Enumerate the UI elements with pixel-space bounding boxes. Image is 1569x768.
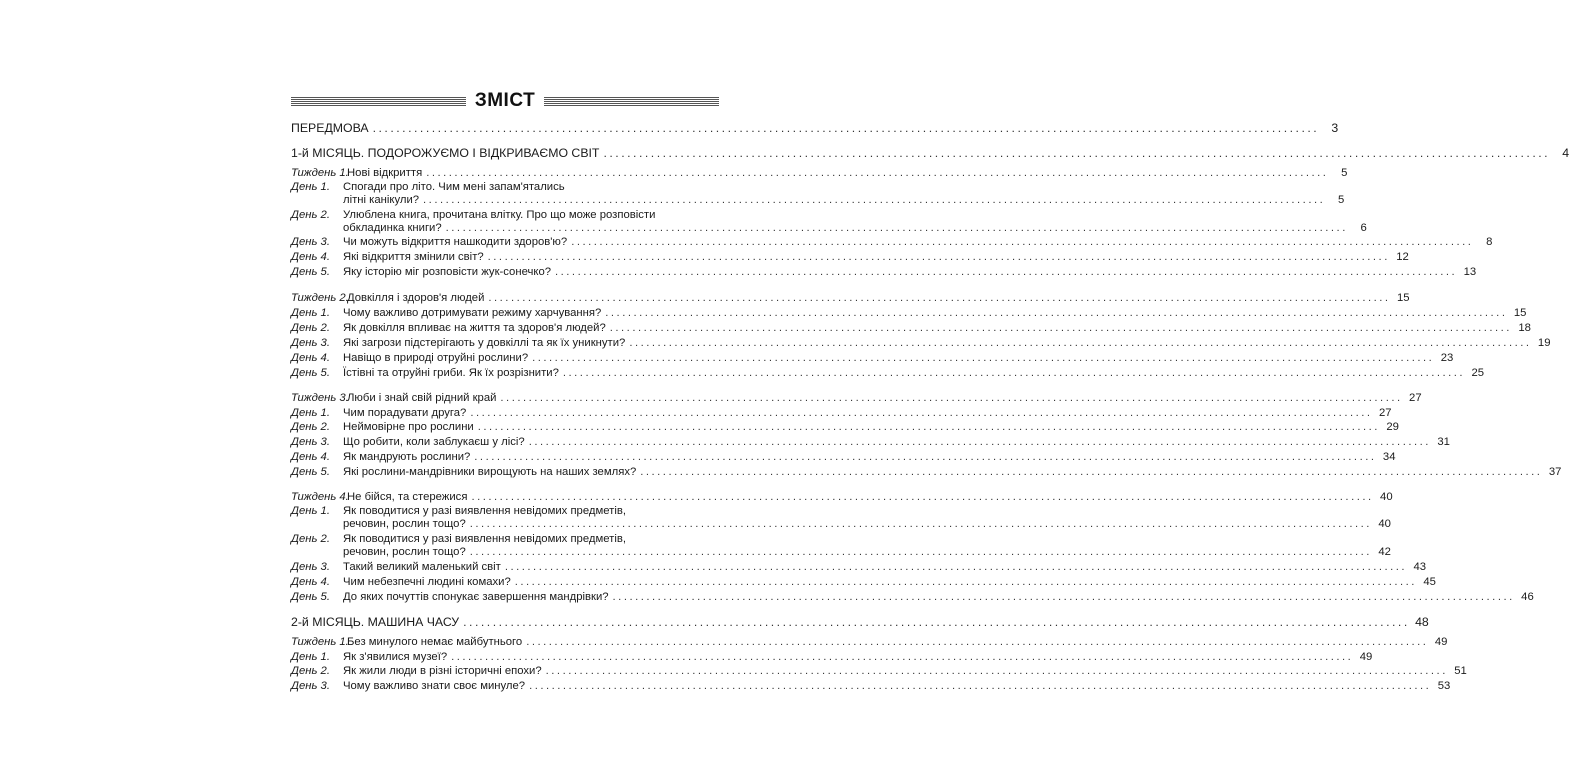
dot-leader: ................................................................................................................................................................ bbox=[562, 367, 1466, 379]
dot-leader: ................................................................................................................................................................ bbox=[629, 337, 1532, 349]
dot-leader: ................................................................................................................................................................ bbox=[545, 665, 1448, 677]
page-number: 46 bbox=[1521, 591, 1534, 603]
entry-title: Такий великий маленький світ bbox=[343, 561, 501, 573]
left-stripe-divider bbox=[291, 97, 466, 106]
entry-title: 1-й МІСЯЦЬ. ПОДОРОЖУЄМО І ВІДКРИВАЄМО СВІТ bbox=[291, 146, 600, 160]
page-number: 42 bbox=[1378, 545, 1391, 558]
dot-leader: ................................................................................................................................................................ bbox=[372, 121, 1320, 135]
page-number: 29 bbox=[1386, 421, 1399, 433]
page-number: 19 bbox=[1537, 337, 1551, 349]
day-label: День 3. bbox=[291, 436, 330, 448]
page-number: 40 bbox=[1378, 517, 1391, 530]
dot-leader: ................................................................................................................................................................ bbox=[487, 251, 1390, 263]
page-number: 12 bbox=[1396, 251, 1409, 263]
dot-leader: ................................................................................................................................................................ bbox=[477, 421, 1380, 433]
entry-title: Чим порадувати друга? bbox=[343, 407, 467, 419]
entry-title: Люби і знай свій рідний край bbox=[347, 392, 497, 404]
dot-leader: ................................................................................................................................................................ bbox=[555, 266, 1458, 278]
page-number: 34 bbox=[1382, 451, 1396, 463]
dot-leader: ................................................................................................................................................................ bbox=[571, 236, 1474, 248]
entry-title: Чи можуть відкриття нашкодити здоров'ю? bbox=[343, 236, 568, 248]
page-number: 49 bbox=[1359, 651, 1373, 663]
week-label: Тиждень 4. bbox=[291, 491, 349, 503]
entry-title: речовин, рослин тощо? bbox=[343, 545, 466, 558]
dot-leader: ................................................................................................................................................................ bbox=[612, 591, 1515, 603]
entry-title: Які рослини-мандрівники вирощують на наших землях? bbox=[343, 466, 637, 478]
page-number: 40 bbox=[1380, 491, 1393, 503]
entry-title: Як мандрують рослини? bbox=[343, 451, 471, 463]
dot-leader: ................................................................................................................................................................ bbox=[500, 392, 1403, 404]
dot-leader: ................................................................................................................................................................ bbox=[469, 517, 1372, 530]
toc-header bbox=[291, 86, 719, 116]
page-number: 5 bbox=[1337, 193, 1345, 206]
day-label: День 2. bbox=[291, 533, 330, 545]
entry-title: обкладинка книги? bbox=[343, 221, 442, 234]
entry-title: Чому важливо дотримувати режиму харчування? bbox=[343, 307, 602, 319]
day-label: День 1. bbox=[291, 651, 330, 663]
entry-title: Чому важливо знати своє минуле? bbox=[343, 680, 526, 692]
entry-title: Без минулого немає майбутнього bbox=[347, 636, 523, 648]
right-stripe-divider bbox=[544, 97, 719, 106]
dot-leader: ................................................................................................................................................................ bbox=[529, 680, 1432, 692]
page-number: 51 bbox=[1454, 665, 1467, 677]
page-number: 15 bbox=[1513, 307, 1527, 319]
day-label: День 1. bbox=[291, 407, 330, 419]
dot-leader: ................................................................................................................................................................ bbox=[471, 491, 1374, 503]
entry-title: Неймовірне про рослини bbox=[343, 421, 474, 433]
dot-leader: ................................................................................................................................................................ bbox=[514, 576, 1417, 588]
page-number: 6 bbox=[1360, 221, 1367, 234]
page-title: ЗМІСТ bbox=[474, 90, 536, 111]
entry-title: Не бійся, та стережися bbox=[347, 491, 468, 503]
dot-leader: ................................................................................................................................................................ bbox=[526, 636, 1429, 648]
dot-leader: ................................................................................................................................................................ bbox=[470, 407, 1373, 419]
entry-title: Нові відкриття bbox=[347, 167, 423, 179]
day-label: День 2. bbox=[291, 421, 330, 433]
page-number: 49 bbox=[1434, 636, 1448, 648]
day-label: День 3. bbox=[291, 236, 330, 248]
day-label: День 4. bbox=[291, 251, 330, 263]
week-label: Тиждень 1. bbox=[291, 167, 349, 179]
entry-title: Як жили люди в різні історичні епохи? bbox=[343, 665, 542, 677]
day-label: День 1. bbox=[291, 307, 330, 319]
dot-leader: ................................................................................................................................................................ bbox=[532, 352, 1435, 364]
day-label: День 5. bbox=[291, 466, 330, 478]
day-label: День 4. bbox=[291, 451, 330, 463]
entry-title: Навіщо в природі отруйні рослини? bbox=[343, 352, 529, 364]
table-of-contents-page bbox=[291, 86, 1569, 716]
day-label: День 1. bbox=[291, 181, 330, 193]
entry-title: ПЕРЕДМОВА bbox=[291, 121, 369, 135]
page-number: 4 bbox=[1562, 146, 1569, 160]
entry-title: Що робити, коли заблукаєш у лісі? bbox=[343, 436, 525, 448]
dot-leader: ................................................................................................................................................................ bbox=[469, 545, 1372, 558]
dot-leader: ................................................................................................................................................................ bbox=[463, 615, 1410, 629]
page-number: 37 bbox=[1548, 466, 1562, 478]
entry-title: Їстівні та отруйні гриби. Як їх розрізнити? bbox=[343, 367, 559, 379]
day-label: День 4. bbox=[291, 352, 330, 364]
dot-leader: ................................................................................................................................................................ bbox=[451, 651, 1354, 663]
entry-title: Як поводитися у разі виявлення невідомих предметів, bbox=[343, 533, 626, 545]
day-label: День 5. bbox=[291, 266, 330, 278]
page-number: 3 bbox=[1331, 121, 1339, 135]
entry-title: літні канікули? bbox=[343, 193, 420, 206]
entry-title: Як з'явилися музеї? bbox=[343, 651, 448, 663]
week-label: Тиждень 1. bbox=[291, 636, 349, 648]
dot-leader: ................................................................................................................................................................ bbox=[474, 451, 1377, 463]
page-number: 45 bbox=[1423, 576, 1436, 588]
page-number: 27 bbox=[1409, 392, 1422, 404]
entry-title: До яких почуттів спонукає завершення мандрівки? bbox=[343, 591, 609, 603]
dot-leader: ................................................................................................................................................................ bbox=[605, 307, 1508, 319]
entry-title: Які відкриття змінили світ? bbox=[343, 251, 484, 263]
entry-title: Як довкілля впливає на життя та здоров'я людей? bbox=[343, 322, 606, 334]
day-label: День 2. bbox=[291, 209, 330, 221]
week-label: Тиждень 2. bbox=[291, 292, 349, 304]
dot-leader: ................................................................................................................................................................ bbox=[640, 466, 1543, 478]
dot-leader: ................................................................................................................................................................ bbox=[603, 146, 1551, 160]
day-label: День 3. bbox=[291, 561, 330, 573]
dot-leader: ................................................................................................................................................................ bbox=[445, 221, 1348, 234]
day-label: День 2. bbox=[291, 322, 330, 334]
page-number: 43 bbox=[1413, 561, 1427, 573]
dot-leader: ................................................................................................................................................................ bbox=[488, 292, 1391, 304]
page-number: 15 bbox=[1397, 292, 1410, 304]
page-number: 31 bbox=[1437, 436, 1450, 448]
page-number: 48 bbox=[1415, 615, 1429, 629]
page-number: 27 bbox=[1378, 407, 1392, 419]
entry-title: Які загрози підстерігають у довкіллі та як їх уникнути? bbox=[343, 337, 626, 349]
entry-title: Довкілля і здоров'я людей bbox=[347, 292, 485, 304]
entry-title: речовин, рослин тощо? bbox=[343, 517, 466, 530]
entry-title: Яку історію міг розповісти жук-сонечко? bbox=[343, 266, 552, 278]
week-label: Тиждень 3. bbox=[291, 392, 349, 404]
day-label: День 5. bbox=[291, 367, 330, 379]
dot-leader: ................................................................................................................................................................ bbox=[609, 322, 1512, 334]
day-label: День 5. bbox=[291, 591, 330, 603]
entry-title: 2-й МІСЯЦЬ. МАШИНА ЧАСУ bbox=[291, 615, 460, 629]
day-label: День 3. bbox=[291, 337, 330, 349]
day-label: День 1. bbox=[291, 505, 330, 517]
day-label: День 4. bbox=[291, 576, 330, 588]
page-number: 18 bbox=[1518, 322, 1531, 334]
entry-title: Чим небезпечні людині комахи? bbox=[343, 576, 511, 588]
page-number: 8 bbox=[1486, 236, 1493, 248]
dot-leader: ................................................................................................................................................................ bbox=[423, 193, 1326, 206]
page-number: 5 bbox=[1341, 167, 1348, 179]
dot-leader: ................................................................................................................................................................ bbox=[426, 167, 1329, 179]
day-label: День 2. bbox=[291, 665, 330, 677]
entry-title: Спогади про літо. Чим мені запам'ятались bbox=[343, 181, 565, 193]
toc-list bbox=[291, 116, 1569, 716]
page-number: 25 bbox=[1471, 367, 1485, 379]
entry-title: Як поводитися у разі виявлення невідомих предметів, bbox=[343, 505, 626, 517]
page-number: 13 bbox=[1463, 266, 1477, 278]
dot-leader: ................................................................................................................................................................ bbox=[504, 561, 1408, 573]
day-label: День 3. bbox=[291, 680, 330, 692]
dot-leader: ................................................................................................................................................................ bbox=[528, 436, 1431, 448]
page-number: 23 bbox=[1440, 352, 1454, 364]
page-number: 53 bbox=[1437, 680, 1451, 692]
entry-title: Улюблена книга, прочитана влітку. Про що може розповісти bbox=[343, 209, 656, 221]
